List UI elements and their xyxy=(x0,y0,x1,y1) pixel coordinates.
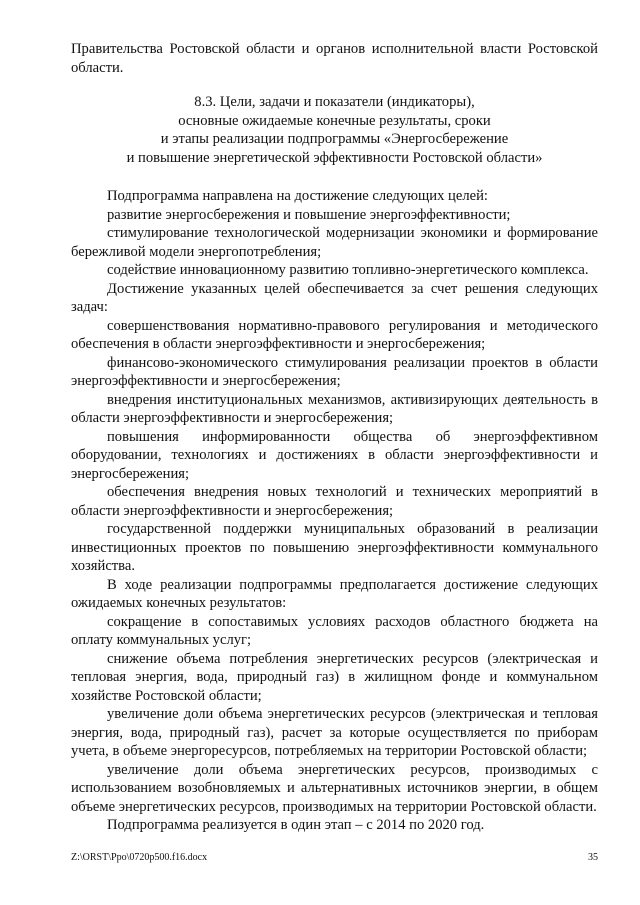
paragraph: повышения информированности общества об энергоэффективном оборудовании, технологиях и достижениях в области энергоэффективности и энергосбережения; xyxy=(71,428,598,482)
paragraph: внедрения институциональных механизмов, активизирующих деятельность в области энергоэффективности и энергосбережения; xyxy=(71,391,598,426)
section-heading-line: и этапы реализации подпрограммы «Энергосбережение xyxy=(160,131,509,147)
section-heading-line: основные ожидаемые конечные результаты, сроки xyxy=(178,112,491,129)
paragraph: финансово-экономического стимулирования реализации проектов в области энергоэффективности и энергосбережения; xyxy=(71,354,598,389)
paragraph: совершенствования нормативно-правового регулирования и методического обеспечения в области энергоэффективности и энергосбережения; xyxy=(71,317,598,352)
file-path: Z:\ORST\Ppo\0720p500.f16.docx xyxy=(71,852,208,863)
paragraph: сокращение в сопоставимых условиях расходов областного бюджета на оплату коммунальных услуг; xyxy=(71,613,598,648)
document-body xyxy=(71,40,598,835)
paragraph: содействие инновационному развитию топливно-энергетического комплекса. xyxy=(107,262,589,278)
paragraph: увеличение доли объема энергетических ресурсов (электрическая и тепловая энергия, вода, природный газ), расчет за которые осуществляется по приборам учета, в объеме энергоресурсов, потребляемых на территории Ростовской области; xyxy=(71,706,598,759)
section-heading-line: 8.3. Цели, задачи и показатели (индикаторы), xyxy=(194,94,475,110)
section-heading xyxy=(71,93,598,167)
paragraph: снижение объема потребления энергетических ресурсов (электрическая и тепловая энергия, вода, природный газ) в жилищном фонде и коммунальном хозяйстве Ростовской области; xyxy=(71,650,598,704)
paragraph: обеспечения внедрения новых технологий и технических мероприятий в области энергоэффективности и энергосбережения; xyxy=(71,484,598,519)
paragraph: развитие энергосбережения и повышение энергоэффективности; xyxy=(107,206,511,223)
paragraph: стимулирование технологической модернизации экономики и формирование бережливой модели энергопотребления; xyxy=(71,225,598,260)
page-number: 35 xyxy=(588,852,598,863)
lead-paragraph: Правительства Ростовской области и органов исполнительной власти Ростовской области. xyxy=(71,41,598,76)
paragraph: Подпрограмма реализуется в один этап – с 2014 по 2020 год. xyxy=(107,817,485,833)
paragraph: государственной поддержки муниципальных образований в реализации инвестиционных проектов по повышению энергоэффективности коммунального хозяйства. xyxy=(71,521,598,574)
paragraph: Подпрограмма направлена на достижение следующих целей: xyxy=(107,188,488,204)
paragraph: Достижение указанных целей обеспечивается за счет решения следующих задач: xyxy=(71,280,598,315)
section-heading-line: и повышение энергетической эффективности Ростовской области» xyxy=(126,149,543,166)
paragraph: увеличение доли объема энергетических ресурсов, производимых с использованием возобновляемых и альтернативных источников энергии, в общем объеме энергетических ресурсов, производимых на территории Ростовской области. xyxy=(71,761,598,815)
paragraph: В ходе реализации подпрограммы предполагается достижение следующих ожидаемых конечных результатов: xyxy=(71,576,598,611)
